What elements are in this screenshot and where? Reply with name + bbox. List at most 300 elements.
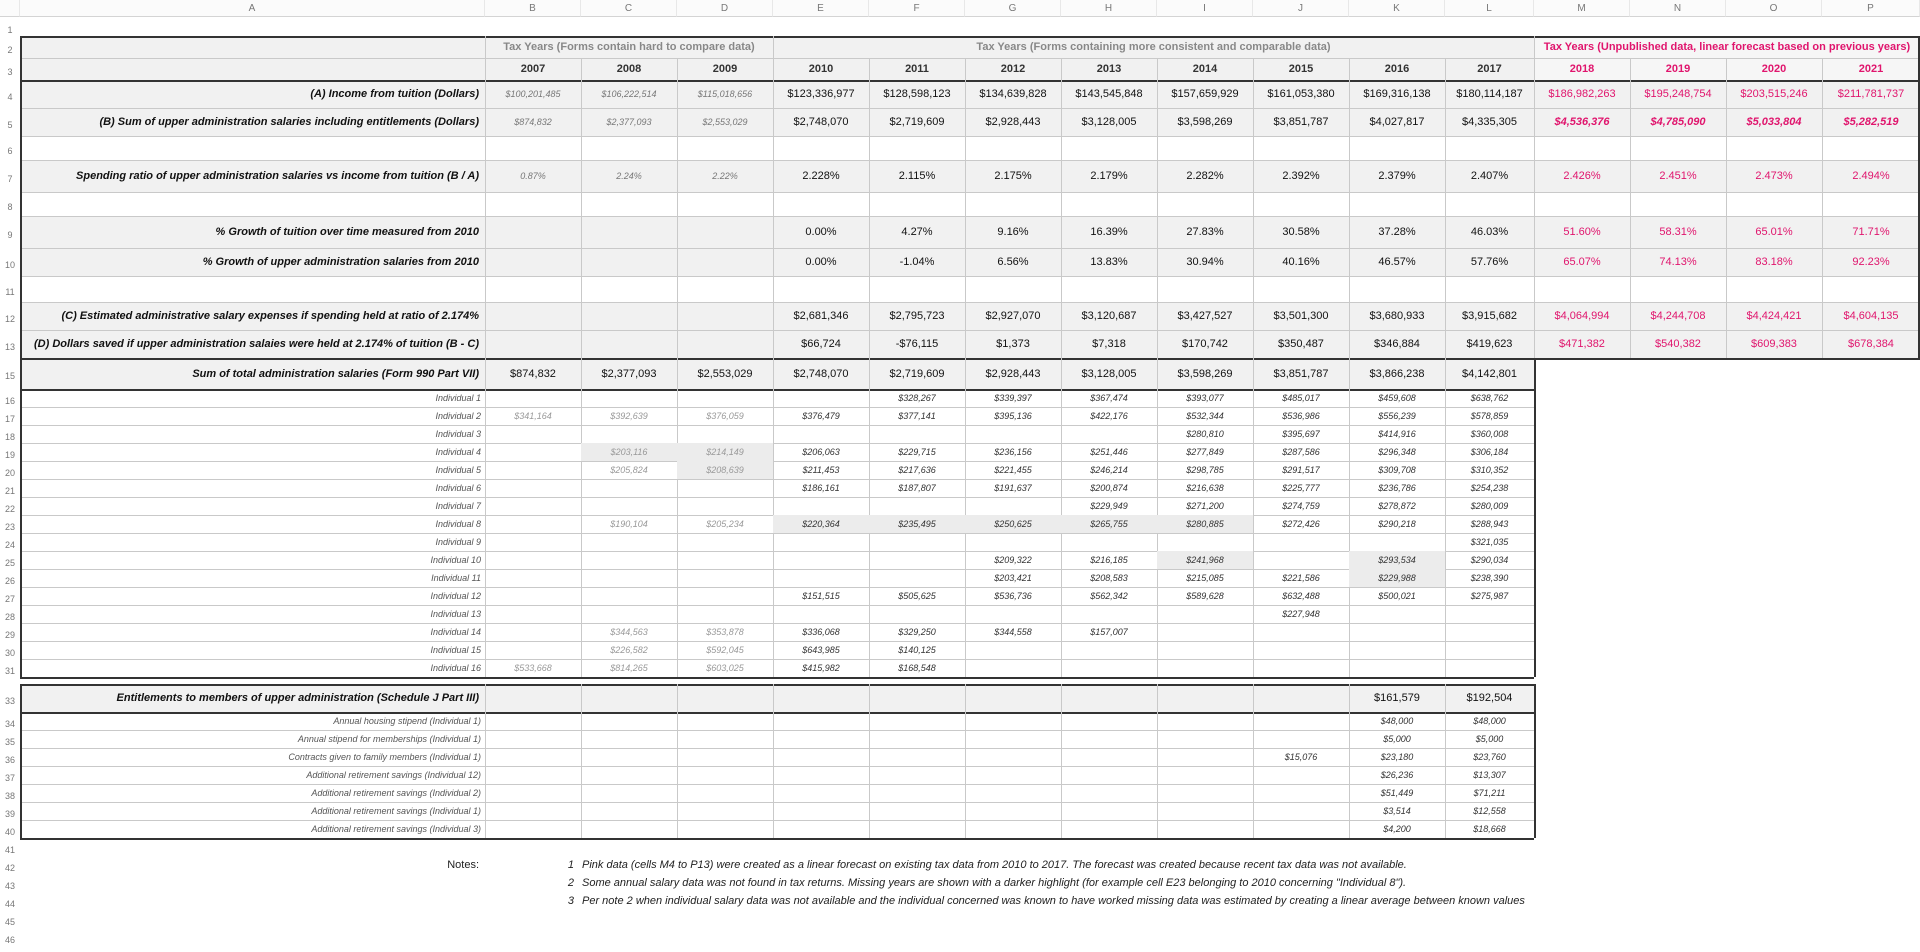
row-dollars-saved-value[interactable]: $471,382 bbox=[1559, 338, 1605, 350]
row-dollars-saved-value[interactable]: $540,382 bbox=[1655, 338, 1701, 350]
entitlement-value[interactable] bbox=[1061, 802, 1157, 820]
individual-salary-value[interactable]: $211,453 bbox=[802, 465, 840, 475]
year-header-2017[interactable]: 2017 bbox=[1477, 63, 1502, 75]
entitlement-value[interactable] bbox=[485, 712, 581, 730]
row-dollars-saved-value[interactable]: $419,623 bbox=[1466, 338, 1513, 350]
row-growth-tuition-value[interactable]: 51.60% bbox=[1563, 226, 1601, 238]
individual-salary-value[interactable] bbox=[773, 425, 869, 443]
entitlement-value[interactable] bbox=[965, 802, 1061, 820]
row-header-22[interactable]: 22 bbox=[4, 504, 15, 514]
individual-salary-value[interactable] bbox=[677, 551, 773, 569]
row-header-8[interactable]: 8 bbox=[7, 202, 13, 212]
entitlement-value[interactable]: $23,760 bbox=[1473, 752, 1506, 762]
row-growth-tuition-value[interactable]: 46.03% bbox=[1470, 226, 1509, 238]
individual-salary-value[interactable]: $190,104 bbox=[610, 519, 648, 529]
row-estimated-expenses-value[interactable] bbox=[485, 302, 581, 330]
individual-salary-value[interactable]: $392,639 bbox=[610, 411, 648, 421]
entitlement-value[interactable] bbox=[677, 820, 773, 838]
individual-salary-value[interactable] bbox=[581, 569, 677, 587]
individual-salary-value[interactable] bbox=[869, 425, 965, 443]
individual-salary-value[interactable] bbox=[485, 461, 581, 479]
row-header-31[interactable]: 31 bbox=[4, 666, 15, 676]
entitlement-value[interactable]: $71,211 bbox=[1473, 788, 1506, 798]
individual-salary-value[interactable]: $309,708 bbox=[1378, 465, 1416, 475]
entitlement-label[interactable]: Annual housing stipend (Individual 1) bbox=[333, 716, 481, 726]
row-admin-salaries-value[interactable]: $4,536,376 bbox=[1554, 116, 1610, 128]
individual-salary-value[interactable]: $293,534 bbox=[1349, 551, 1445, 569]
individual-salary-value[interactable]: $632,488 bbox=[1282, 591, 1320, 601]
individual-salary-value[interactable]: $235,495 bbox=[869, 515, 965, 533]
row-header-42[interactable]: 42 bbox=[4, 863, 15, 873]
row-dollars-saved-value[interactable]: $170,742 bbox=[1182, 338, 1228, 350]
row-header-12[interactable]: 12 bbox=[4, 314, 15, 324]
individual-salary-value[interactable]: $208,639 bbox=[677, 461, 773, 479]
column-header-m[interactable]: M bbox=[1534, 0, 1630, 17]
individual-salary-value[interactable]: $275,987 bbox=[1470, 591, 1509, 601]
individual-salary-value[interactable] bbox=[581, 497, 677, 515]
individual-salary-value[interactable]: $321,035 bbox=[1470, 537, 1509, 547]
individual-salary-value[interactable]: $186,161 bbox=[802, 483, 840, 493]
individual-salary-value[interactable] bbox=[869, 533, 965, 551]
row-header-37[interactable]: 37 bbox=[4, 773, 15, 783]
row-header-13[interactable]: 13 bbox=[4, 342, 15, 352]
individual-salary-value[interactable] bbox=[773, 569, 869, 587]
individual-salary-value[interactable] bbox=[677, 533, 773, 551]
row-income-from-tuition-value[interactable]: $100,201,485 bbox=[505, 89, 561, 99]
individual-salary-value[interactable] bbox=[773, 605, 869, 623]
row-header-26[interactable]: 26 bbox=[4, 576, 15, 586]
entitlement-value[interactable] bbox=[1061, 748, 1157, 766]
row-income-from-tuition-value[interactable]: $211,781,737 bbox=[1837, 88, 1905, 100]
row-header-35[interactable]: 35 bbox=[4, 737, 15, 747]
row-income-from-tuition-value[interactable]: $195,248,754 bbox=[1644, 88, 1712, 100]
row-spending-ratio-value[interactable]: 2.473% bbox=[1755, 170, 1793, 182]
year-header-2008[interactable]: 2008 bbox=[616, 63, 642, 75]
row-header-38[interactable]: 38 bbox=[4, 791, 15, 801]
row-spending-ratio-value[interactable]: 2.179% bbox=[1090, 170, 1128, 182]
individual-salary-value[interactable] bbox=[485, 443, 581, 461]
salary-total-value[interactable]: $2,748,070 bbox=[793, 367, 849, 380]
row-growth-tuition-value[interactable]: 4.27% bbox=[901, 226, 933, 238]
entitlement-value[interactable] bbox=[581, 730, 677, 748]
column-header-i[interactable]: I bbox=[1157, 0, 1253, 17]
row-header-19[interactable]: 19 bbox=[4, 450, 15, 460]
entitlement-value[interactable] bbox=[965, 784, 1061, 802]
individual-salary-value[interactable] bbox=[485, 533, 581, 551]
row-header-44[interactable]: 44 bbox=[4, 899, 15, 909]
individual-salary-value[interactable]: $578,859 bbox=[1470, 411, 1509, 421]
individual-salary-value[interactable]: $203,421 bbox=[994, 573, 1032, 583]
individual-salary-value[interactable]: $414,916 bbox=[1378, 429, 1416, 439]
individual-salary-value[interactable] bbox=[1445, 659, 1534, 677]
individual-salary-value[interactable] bbox=[485, 515, 581, 533]
column-header-j[interactable]: J bbox=[1253, 0, 1349, 17]
individual-salary-value[interactable]: $280,009 bbox=[1470, 501, 1509, 511]
entitlements-total-value[interactable] bbox=[869, 684, 965, 712]
row-estimated-expenses-value[interactable]: $3,427,527 bbox=[1177, 310, 1233, 322]
row-header-5[interactable]: 5 bbox=[7, 120, 13, 130]
individual-salary-value[interactable] bbox=[485, 623, 581, 641]
row-estimated-expenses-value[interactable]: $4,244,708 bbox=[1650, 310, 1706, 322]
row-header-34[interactable]: 34 bbox=[4, 719, 15, 729]
individual-salary-value[interactable]: $209,322 bbox=[994, 555, 1032, 565]
individual-salary-value[interactable]: $505,625 bbox=[898, 591, 936, 601]
entitlement-value[interactable] bbox=[1061, 784, 1157, 802]
salary-total-value[interactable]: $3,128,005 bbox=[1081, 367, 1137, 380]
row-admin-salaries-value[interactable]: $3,851,787 bbox=[1273, 116, 1329, 128]
entitlements-total-value[interactable] bbox=[773, 684, 869, 712]
row-growth-tuition-value[interactable]: 37.28% bbox=[1378, 226, 1416, 238]
individual-salary-value[interactable]: $643,985 bbox=[802, 645, 840, 655]
individual-salary-value[interactable]: $216,638 bbox=[1186, 483, 1224, 493]
row-income-from-tuition-value[interactable]: $115,018,656 bbox=[697, 89, 753, 99]
individual-salary-value[interactable] bbox=[581, 389, 677, 407]
individual-salary-value[interactable] bbox=[1349, 533, 1445, 551]
year-header-2007[interactable]: 2007 bbox=[520, 63, 546, 75]
individual-salary-value[interactable] bbox=[965, 497, 1061, 515]
individual-salary-value[interactable]: $592,045 bbox=[706, 645, 744, 655]
row-header-2[interactable]: 2 bbox=[7, 45, 13, 55]
salary-total-value[interactable]: $2,377,093 bbox=[601, 367, 657, 380]
row-income-from-tuition-value[interactable]: $123,336,977 bbox=[787, 88, 855, 100]
individual-salary-value[interactable]: $395,697 bbox=[1282, 429, 1320, 439]
individual-salary-value[interactable]: $254,238 bbox=[1470, 483, 1509, 493]
individual-salary-value[interactable] bbox=[677, 587, 773, 605]
individual-salary-value[interactable]: $250,625 bbox=[965, 515, 1061, 533]
individual-label[interactable]: Individual 7 bbox=[435, 501, 481, 511]
individual-salary-value[interactable] bbox=[965, 533, 1061, 551]
entitlement-value[interactable] bbox=[581, 766, 677, 784]
individual-salary-value[interactable]: $278,872 bbox=[1378, 501, 1416, 511]
row-spending-ratio-value[interactable]: 2.426% bbox=[1563, 170, 1601, 182]
entitlement-value[interactable] bbox=[1061, 766, 1157, 784]
row-growth-salaries-value[interactable]: 0.00% bbox=[805, 256, 837, 268]
entitlement-value[interactable] bbox=[965, 730, 1061, 748]
entitlement-value[interactable] bbox=[1061, 730, 1157, 748]
row-header-28[interactable]: 28 bbox=[4, 612, 15, 622]
individual-salary-value[interactable]: $328,267 bbox=[898, 393, 936, 403]
row-dollars-saved-value[interactable] bbox=[581, 330, 677, 358]
individual-salary-value[interactable] bbox=[1157, 533, 1253, 551]
individual-salary-value[interactable]: $336,068 bbox=[802, 627, 840, 637]
individual-salary-value[interactable]: $536,986 bbox=[1282, 411, 1320, 421]
individual-salary-value[interactable]: $344,563 bbox=[610, 627, 648, 637]
individual-salary-value[interactable]: $265,755 bbox=[1061, 515, 1157, 533]
row-header-30[interactable]: 30 bbox=[4, 648, 15, 658]
individual-salary-value[interactable] bbox=[869, 551, 965, 569]
entitlements-total-value[interactable] bbox=[1157, 684, 1253, 712]
entitlement-value[interactable] bbox=[1253, 712, 1349, 730]
entitlements-total-value[interactable] bbox=[485, 684, 581, 712]
entitlement-value[interactable] bbox=[485, 784, 581, 802]
entitlement-label[interactable]: Additional retirement savings (Individual 3) bbox=[311, 824, 481, 834]
individual-salary-value[interactable]: $227,948 bbox=[1282, 609, 1320, 619]
entitlement-value[interactable] bbox=[677, 766, 773, 784]
entitlement-value[interactable] bbox=[773, 712, 869, 730]
individual-salary-value[interactable] bbox=[1445, 605, 1534, 623]
entitlements-total-value[interactable]: $192,504 bbox=[1466, 692, 1513, 704]
individual-salary-value[interactable] bbox=[1157, 623, 1253, 641]
row-admin-salaries-label[interactable]: (B) Sum of upper administration salaries including entitlements (Dollars) bbox=[99, 116, 479, 128]
row-estimated-expenses-value[interactable]: $4,064,994 bbox=[1554, 310, 1610, 322]
row-header-27[interactable]: 27 bbox=[4, 594, 15, 604]
entitlement-value[interactable] bbox=[677, 730, 773, 748]
row-admin-salaries-value[interactable]: $2,553,029 bbox=[702, 117, 748, 127]
individual-salary-value[interactable] bbox=[869, 605, 965, 623]
column-header-g[interactable]: G bbox=[965, 0, 1061, 17]
individual-salary-value[interactable] bbox=[485, 425, 581, 443]
individual-salary-value[interactable] bbox=[677, 425, 773, 443]
entitlement-label[interactable]: Contracts given to family members (Individual 1) bbox=[288, 752, 481, 762]
column-header-l[interactable]: L bbox=[1445, 0, 1534, 17]
entitlement-value[interactable]: $4,200 bbox=[1383, 824, 1411, 834]
row-spending-ratio-value[interactable]: 2.407% bbox=[1470, 170, 1509, 182]
entitlement-value[interactable] bbox=[869, 748, 965, 766]
individual-salary-value[interactable] bbox=[581, 605, 677, 623]
entitlement-value[interactable]: $5,000 bbox=[1383, 734, 1411, 744]
row-admin-salaries-value[interactable]: $874,832 bbox=[514, 117, 552, 127]
individual-salary-value[interactable] bbox=[485, 587, 581, 605]
row-estimated-expenses-value[interactable] bbox=[677, 302, 773, 330]
individual-salary-value[interactable]: $277,849 bbox=[1186, 447, 1224, 457]
row-growth-tuition-value[interactable]: 30.58% bbox=[1282, 226, 1320, 238]
row-growth-tuition-value[interactable]: 27.83% bbox=[1186, 226, 1224, 238]
entitlements-total-value[interactable] bbox=[1061, 684, 1157, 712]
individual-label[interactable]: Individual 5 bbox=[435, 465, 481, 475]
individual-salary-value[interactable]: $393,077 bbox=[1186, 393, 1224, 403]
individual-label[interactable]: Individual 1 bbox=[435, 393, 481, 403]
entitlement-value[interactable] bbox=[1157, 802, 1253, 820]
individual-label[interactable]: Individual 8 bbox=[435, 519, 481, 529]
individual-salary-value[interactable] bbox=[773, 551, 869, 569]
individual-salary-value[interactable] bbox=[869, 497, 965, 515]
individual-label[interactable]: Individual 3 bbox=[435, 429, 481, 439]
row-admin-salaries-value[interactable]: $5,282,519 bbox=[1843, 116, 1899, 128]
individual-salary-value[interactable] bbox=[485, 497, 581, 515]
row-admin-salaries-value[interactable]: $2,719,609 bbox=[889, 116, 945, 128]
row-estimated-expenses-value[interactable]: $2,927,070 bbox=[985, 310, 1041, 322]
header-group-hard-to-compare[interactable]: Tax Years (Forms contain hard to compare data) bbox=[503, 41, 755, 53]
row-header-29[interactable]: 29 bbox=[4, 630, 15, 640]
individual-salary-value[interactable]: $280,885 bbox=[1157, 515, 1253, 533]
column-header-k[interactable]: K bbox=[1349, 0, 1445, 17]
individual-salary-value[interactable]: $272,426 bbox=[1282, 519, 1320, 529]
individual-salary-value[interactable]: $291,517 bbox=[1282, 465, 1320, 475]
entitlement-label[interactable]: Annual stipend for memberships (Individual 1) bbox=[297, 734, 481, 744]
entitlement-value[interactable] bbox=[677, 802, 773, 820]
row-header-33[interactable]: 33 bbox=[4, 696, 15, 706]
row-estimated-expenses-value[interactable]: $2,795,723 bbox=[889, 310, 945, 322]
individual-salary-value[interactable] bbox=[1349, 641, 1445, 659]
individual-salary-value[interactable] bbox=[1157, 641, 1253, 659]
entitlement-value[interactable] bbox=[581, 820, 677, 838]
row-header-46[interactable]: 46 bbox=[4, 935, 15, 945]
individual-salary-value[interactable]: $536,736 bbox=[994, 591, 1032, 601]
entitlement-value[interactable] bbox=[677, 712, 773, 730]
salary-total-value[interactable]: $4,142,801 bbox=[1461, 367, 1518, 380]
individual-salary-value[interactable]: $208,583 bbox=[1090, 573, 1128, 583]
row-growth-tuition-value[interactable]: 58.31% bbox=[1659, 226, 1697, 238]
row-income-from-tuition-label[interactable]: (A) Income from tuition (Dollars) bbox=[310, 88, 479, 100]
entitlement-value[interactable]: $15,076 bbox=[1284, 752, 1318, 762]
individual-salary-value[interactable]: $151,515 bbox=[802, 591, 840, 601]
row-dollars-saved-value[interactable]: $66,724 bbox=[801, 338, 841, 350]
individual-salary-value[interactable] bbox=[773, 389, 869, 407]
individual-salary-value[interactable]: $205,824 bbox=[610, 465, 648, 475]
entitlement-value[interactable] bbox=[869, 730, 965, 748]
entitlements-label[interactable]: Entitlements to members of upper administration (Schedule J Part III) bbox=[116, 692, 479, 704]
individual-salary-value[interactable] bbox=[581, 425, 677, 443]
row-growth-tuition-value[interactable]: 16.39% bbox=[1090, 226, 1128, 238]
individual-salary-value[interactable] bbox=[677, 479, 773, 497]
entitlement-value[interactable] bbox=[773, 766, 869, 784]
row-income-from-tuition-value[interactable]: $169,316,138 bbox=[1363, 88, 1431, 100]
individual-salary-value[interactable]: $217,636 bbox=[898, 465, 936, 475]
row-income-from-tuition-value[interactable]: $157,659,929 bbox=[1171, 88, 1239, 100]
individual-salary-value[interactable] bbox=[581, 479, 677, 497]
row-estimated-expenses-label[interactable]: (C) Estimated administrative salary expenses if spending held at ratio of 2.174% bbox=[61, 310, 479, 322]
column-header-a[interactable]: A bbox=[20, 0, 485, 17]
entitlement-value[interactable] bbox=[581, 784, 677, 802]
individual-salary-value[interactable]: $306,184 bbox=[1470, 447, 1509, 457]
entitlement-value[interactable] bbox=[773, 784, 869, 802]
individual-salary-value[interactable]: $216,185 bbox=[1090, 555, 1128, 565]
row-header-3[interactable]: 3 bbox=[7, 67, 13, 77]
individual-salary-value[interactable] bbox=[1061, 659, 1157, 677]
individual-salary-value[interactable] bbox=[869, 569, 965, 587]
individual-salary-value[interactable] bbox=[773, 533, 869, 551]
row-spending-ratio-value[interactable]: 2.115% bbox=[898, 170, 936, 182]
entitlement-value[interactable] bbox=[1253, 730, 1349, 748]
individual-label[interactable]: Individual 2 bbox=[435, 411, 481, 421]
row-estimated-expenses-value[interactable]: $3,680,933 bbox=[1369, 310, 1425, 322]
individual-salary-value[interactable]: $238,390 bbox=[1470, 573, 1509, 583]
column-header-d[interactable]: D bbox=[677, 0, 773, 17]
row-header-23[interactable]: 23 bbox=[4, 522, 15, 532]
individual-salary-value[interactable]: $220,364 bbox=[773, 515, 869, 533]
individual-salary-value[interactable] bbox=[1253, 533, 1349, 551]
row-header-9[interactable]: 9 bbox=[7, 230, 13, 240]
row-income-from-tuition-value[interactable]: $134,639,828 bbox=[979, 88, 1047, 100]
row-dollars-saved-value[interactable] bbox=[485, 330, 581, 358]
individual-salary-value[interactable]: $814,265 bbox=[610, 663, 648, 673]
individual-salary-value[interactable] bbox=[1445, 641, 1534, 659]
entitlement-value[interactable] bbox=[1253, 766, 1349, 784]
row-estimated-expenses-value[interactable]: $2,681,346 bbox=[793, 310, 849, 322]
row-growth-salaries-value[interactable] bbox=[677, 248, 773, 276]
individual-salary-value[interactable]: $329,250 bbox=[898, 627, 936, 637]
entitlement-value[interactable] bbox=[1157, 784, 1253, 802]
entitlement-value[interactable]: $23,180 bbox=[1380, 752, 1414, 762]
entitlement-value[interactable] bbox=[1157, 748, 1253, 766]
salary-total-value[interactable]: $3,598,269 bbox=[1177, 367, 1233, 380]
entitlement-value[interactable] bbox=[581, 748, 677, 766]
row-spending-ratio-value[interactable]: 2.228% bbox=[802, 170, 840, 182]
individual-salary-value[interactable] bbox=[485, 641, 581, 659]
individual-salary-value[interactable]: $221,586 bbox=[1282, 573, 1320, 583]
individual-salary-value[interactable]: $589,628 bbox=[1186, 591, 1224, 601]
entitlements-total-value[interactable]: $161,579 bbox=[1374, 692, 1420, 704]
row-dollars-saved-value[interactable]: $678,384 bbox=[1848, 338, 1894, 350]
individual-salary-value[interactable] bbox=[485, 389, 581, 407]
entitlement-value[interactable] bbox=[773, 820, 869, 838]
individual-label[interactable]: Individual 14 bbox=[430, 627, 481, 637]
row-income-from-tuition-value[interactable]: $203,515,246 bbox=[1740, 88, 1808, 100]
entitlement-value[interactable]: $26,236 bbox=[1380, 770, 1414, 780]
entitlement-value[interactable] bbox=[485, 748, 581, 766]
individual-salary-value[interactable]: $229,988 bbox=[1349, 569, 1445, 587]
individual-salary-value[interactable]: $344,558 bbox=[994, 627, 1032, 637]
row-growth-salaries-value[interactable]: 92.23% bbox=[1852, 256, 1890, 268]
entitlement-value[interactable] bbox=[965, 820, 1061, 838]
year-header-2021[interactable]: 2021 bbox=[1858, 63, 1884, 75]
row-admin-salaries-value[interactable]: $4,785,090 bbox=[1650, 116, 1706, 128]
individual-salary-value[interactable]: $200,874 bbox=[1090, 483, 1128, 493]
year-header-2009[interactable]: 2009 bbox=[712, 63, 738, 75]
entitlement-value[interactable] bbox=[485, 730, 581, 748]
individual-salary-value[interactable]: $532,344 bbox=[1186, 411, 1224, 421]
row-dollars-saved-value[interactable]: -$76,115 bbox=[895, 338, 939, 350]
individual-salary-value[interactable]: $459,608 bbox=[1378, 393, 1416, 403]
row-growth-tuition-label[interactable]: % Growth of tuition over time measured from 2010 bbox=[215, 226, 479, 238]
row-header-7[interactable]: 7 bbox=[7, 174, 13, 184]
row-income-from-tuition-value[interactable]: $180,114,187 bbox=[1456, 88, 1523, 100]
row-spending-ratio-value[interactable]: 2.175% bbox=[994, 170, 1032, 182]
row-dollars-saved-value[interactable]: $346,884 bbox=[1374, 338, 1420, 350]
individual-salary-value[interactable]: $341,164 bbox=[514, 411, 552, 421]
row-dollars-saved-label[interactable]: (D) Dollars saved if upper administration salaies were held at 2.174% of tuition (B - C) bbox=[34, 338, 479, 350]
individual-salary-value[interactable]: $415,982 bbox=[802, 663, 840, 673]
individual-salary-value[interactable] bbox=[1061, 605, 1157, 623]
row-header-40[interactable]: 40 bbox=[4, 827, 15, 837]
row-admin-salaries-value[interactable]: $3,128,005 bbox=[1081, 116, 1137, 128]
row-spending-ratio-value[interactable]: 2.451% bbox=[1659, 170, 1697, 182]
entitlement-value[interactable] bbox=[485, 766, 581, 784]
year-header-2012[interactable]: 2012 bbox=[1000, 63, 1026, 75]
individual-salary-value[interactable]: $205,234 bbox=[706, 519, 744, 529]
column-header-h[interactable]: H bbox=[1061, 0, 1157, 17]
individual-salary-value[interactable] bbox=[677, 569, 773, 587]
individual-salary-value[interactable] bbox=[965, 641, 1061, 659]
row-admin-salaries-value[interactable]: $5,033,804 bbox=[1746, 116, 1802, 128]
individual-salary-value[interactable]: $157,007 bbox=[1090, 627, 1128, 637]
row-growth-tuition-value[interactable] bbox=[677, 216, 773, 248]
individual-salary-value[interactable]: $367,474 bbox=[1090, 393, 1128, 403]
year-header-2020[interactable]: 2020 bbox=[1761, 63, 1787, 75]
entitlement-value[interactable]: $5,000 bbox=[1475, 734, 1504, 744]
year-header-2015[interactable]: 2015 bbox=[1288, 63, 1314, 75]
individual-salary-value[interactable] bbox=[485, 605, 581, 623]
entitlement-value[interactable] bbox=[773, 730, 869, 748]
individual-label[interactable]: Individual 16 bbox=[430, 663, 481, 673]
row-header-10[interactable]: 10 bbox=[4, 260, 15, 270]
individual-label[interactable]: Individual 6 bbox=[435, 483, 481, 493]
individual-salary-value[interactable]: $288,943 bbox=[1470, 519, 1509, 529]
entitlement-value[interactable] bbox=[869, 820, 965, 838]
entitlement-value[interactable] bbox=[1157, 766, 1253, 784]
individual-salary-value[interactable]: $296,348 bbox=[1378, 447, 1416, 457]
individual-salary-value[interactable]: $310,352 bbox=[1470, 465, 1509, 475]
row-header-4[interactable]: 4 bbox=[7, 92, 13, 102]
entitlement-value[interactable] bbox=[1157, 712, 1253, 730]
row-admin-salaries-value[interactable]: $2,377,093 bbox=[606, 117, 652, 127]
row-header-45[interactable]: 45 bbox=[4, 917, 15, 927]
individual-salary-value[interactable] bbox=[965, 659, 1061, 677]
row-header-16[interactable]: 16 bbox=[4, 396, 15, 406]
individual-salary-value[interactable] bbox=[677, 605, 773, 623]
individual-salary-value[interactable] bbox=[1253, 659, 1349, 677]
entitlement-value[interactable] bbox=[965, 766, 1061, 784]
